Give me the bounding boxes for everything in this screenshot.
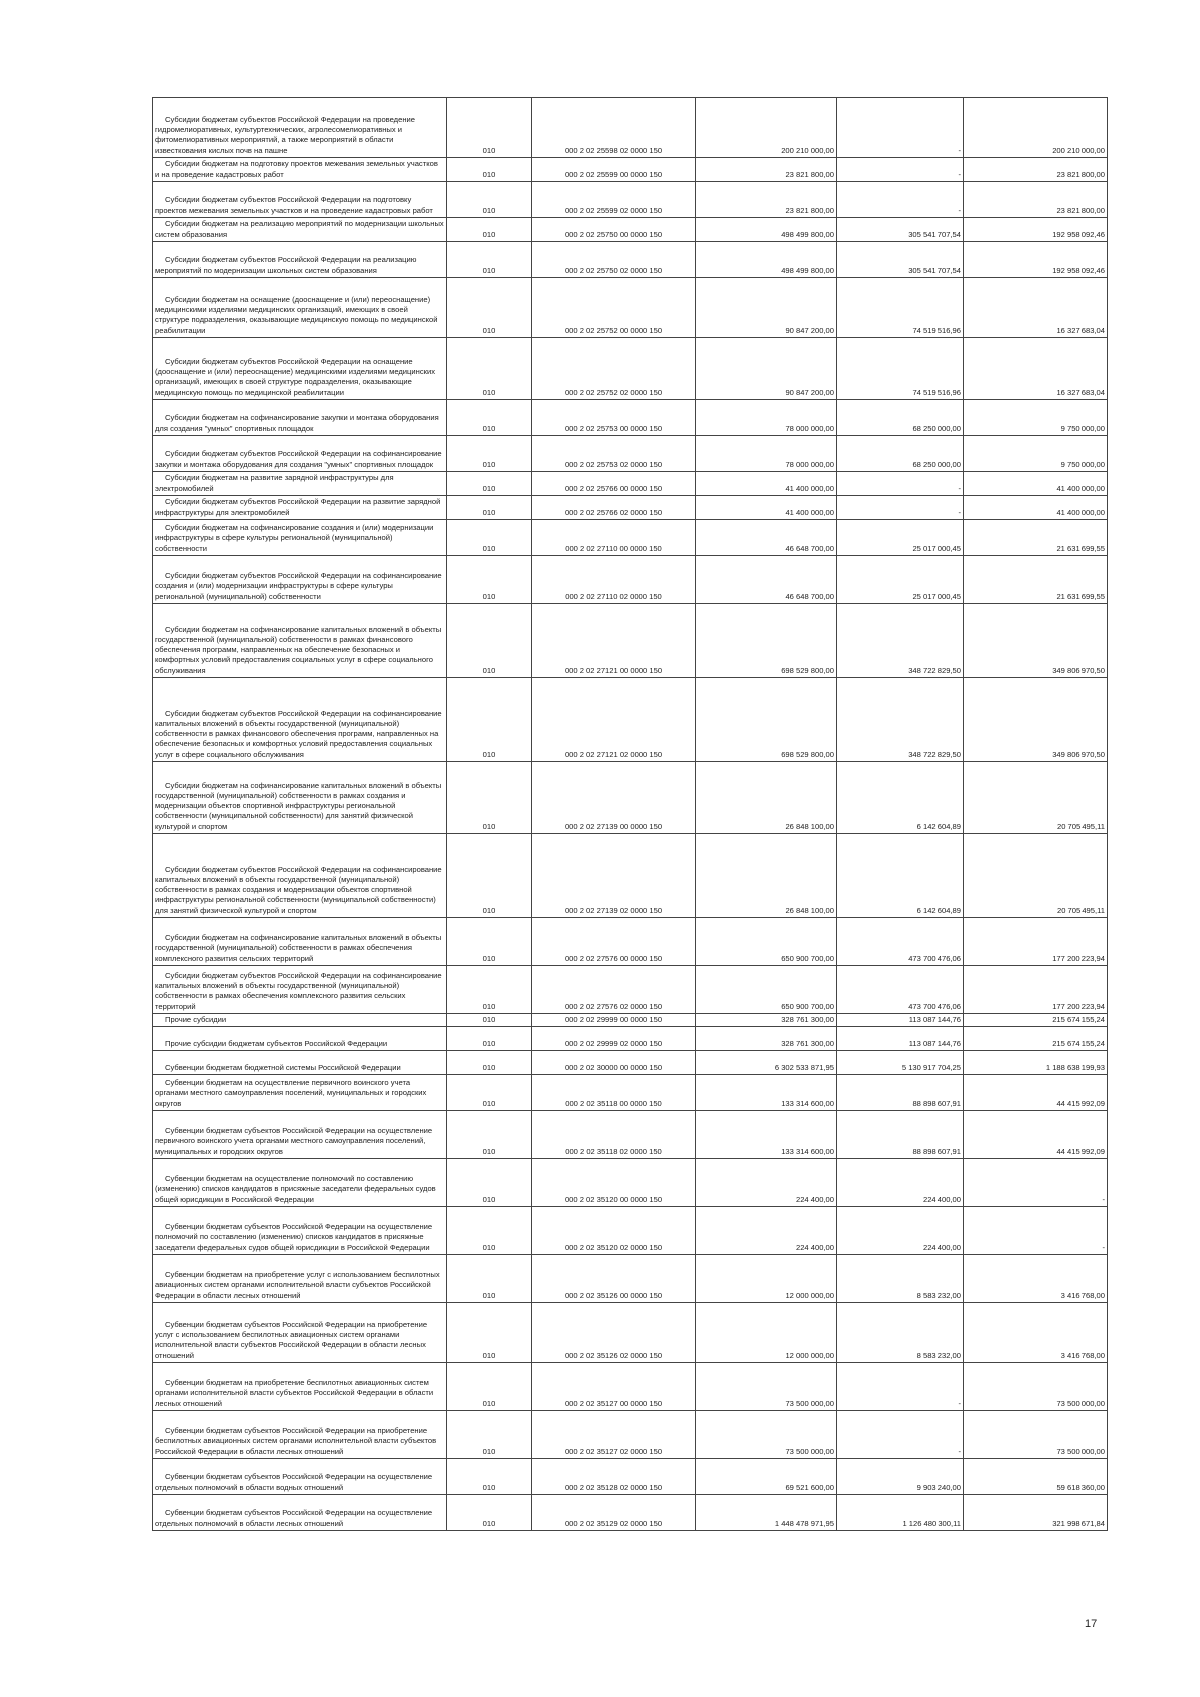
table-row — [153, 1075, 1108, 1111]
row-name — [153, 1014, 447, 1027]
row-executed-amount: 9 903 240,00 — [837, 1459, 964, 1495]
row-kbk-code: 000 2 02 27121 02 0000 150 — [532, 678, 696, 762]
row-name-text: Субсидии бюджетам на софинансирование капитальных вложений в объекты государственной (муниципальной) собственности в рамках обеспечения комплексного развития сельских территорий — [155, 933, 442, 963]
row-approved-amount: 26 848 100,00 — [696, 834, 837, 918]
row-approved-amount: 12 000 000,00 — [696, 1303, 837, 1363]
row-approved-amount: 23 821 800,00 — [696, 158, 837, 182]
row-code: 010 — [447, 472, 532, 496]
row-executed-amount: - — [837, 1411, 964, 1459]
row-name — [153, 278, 447, 338]
table-row — [153, 1303, 1108, 1363]
row-name-text: Субсидии бюджетам на подготовку проектов межевания земельных участков и на проведение кадастровых работ — [155, 159, 438, 179]
row-remaining-amount: 192 958 092,46 — [964, 242, 1108, 278]
row-kbk-code: 000 2 02 27576 02 0000 150 — [532, 966, 696, 1014]
row-name — [153, 218, 447, 242]
row-name — [153, 472, 447, 496]
row-code: 010 — [447, 400, 532, 436]
row-approved-amount: 41 400 000,00 — [696, 472, 837, 496]
row-name — [153, 762, 447, 834]
row-name-text: Субсидии бюджетам на софинансирование создания и (или) модернизации инфраструктуры в сфере культуры региональной (муниципальной) собственности — [155, 523, 434, 553]
row-name-text: Субсидии бюджетам субъектов Российской Федерации на подготовку проектов межевания земельных участков и на проведение кадастровых работ — [155, 195, 433, 215]
row-code: 010 — [447, 1014, 532, 1027]
row-executed-amount: 473 700 476,06 — [837, 966, 964, 1014]
table-row — [153, 1027, 1108, 1051]
row-name — [153, 678, 447, 762]
row-remaining-amount: 321 998 671,84 — [964, 1495, 1108, 1531]
row-name-text: Субсидии бюджетам на реализацию мероприятий по модернизации школьных систем образования — [155, 219, 444, 239]
row-executed-amount: 113 087 144,76 — [837, 1027, 964, 1051]
row-kbk-code: 000 2 02 27576 00 0000 150 — [532, 918, 696, 966]
table-row — [153, 1051, 1108, 1075]
row-executed-amount: 305 541 707,54 — [837, 218, 964, 242]
row-remaining-amount: 9 750 000,00 — [964, 436, 1108, 472]
row-code: 010 — [447, 556, 532, 604]
budget-execution-table — [152, 97, 1108, 1531]
table-row — [153, 1111, 1108, 1159]
row-code: 010 — [447, 436, 532, 472]
row-code: 010 — [447, 834, 532, 918]
row-name-text: Субсидии бюджетам субъектов Российской Федерации на софинансирование капитальных вложений в объекты государственной (муниципальной) собственности в рамках создания и модернизации объектов спортивной инфраструктуры региональной собственности (муниципальной собственности) для занятий физической культурой и спортом — [155, 864, 442, 915]
row-kbk-code: 000 2 02 25599 00 0000 150 — [532, 158, 696, 182]
table-row — [153, 98, 1108, 158]
row-name-text: Субвенции бюджетам субъектов Российской Федерации на осуществление полномочий по составлению (изменению) списков кандидатов в присяжные заседатели федеральных судов общей юрисдикции в Российской Федерации — [155, 1222, 433, 1252]
row-code: 010 — [447, 520, 532, 556]
row-code: 010 — [447, 182, 532, 218]
row-code: 010 — [447, 1255, 532, 1303]
row-kbk-code: 000 2 02 27110 00 0000 150 — [532, 520, 696, 556]
row-name — [153, 1411, 447, 1459]
row-remaining-amount: 44 415 992,09 — [964, 1075, 1108, 1111]
row-name-text: Субвенции бюджетам субъектов Российской Федерации на осуществление отдельных полномочий в области лесных отношений — [155, 1508, 433, 1528]
row-code: 010 — [447, 918, 532, 966]
table-row — [153, 338, 1108, 400]
row-remaining-amount: 73 500 000,00 — [964, 1411, 1108, 1459]
row-name — [153, 834, 447, 918]
row-executed-amount: 473 700 476,06 — [837, 918, 964, 966]
row-kbk-code: 000 2 02 27139 02 0000 150 — [532, 834, 696, 918]
table-row — [153, 158, 1108, 182]
row-executed-amount: 68 250 000,00 — [837, 436, 964, 472]
table-row — [153, 496, 1108, 520]
table-row — [153, 1014, 1108, 1027]
row-name — [153, 1303, 447, 1363]
row-name-text: Субсидии бюджетам субъектов Российской Федерации на реализацию мероприятий по модернизации школьных систем образования — [155, 255, 417, 275]
row-approved-amount: 650 900 700,00 — [696, 966, 837, 1014]
table-row — [153, 678, 1108, 762]
row-remaining-amount: 200 210 000,00 — [964, 98, 1108, 158]
row-approved-amount: 224 400,00 — [696, 1159, 837, 1207]
row-code: 010 — [447, 1159, 532, 1207]
row-executed-amount: - — [837, 472, 964, 496]
table-row — [153, 1255, 1108, 1303]
row-approved-amount: 650 900 700,00 — [696, 918, 837, 966]
row-executed-amount: - — [837, 158, 964, 182]
row-name — [153, 556, 447, 604]
row-name — [153, 604, 447, 678]
row-kbk-code: 000 2 02 35129 02 0000 150 — [532, 1495, 696, 1531]
table-row — [153, 1495, 1108, 1531]
row-name — [153, 1207, 447, 1255]
table-row — [153, 520, 1108, 556]
row-kbk-code: 000 2 02 29999 02 0000 150 — [532, 1027, 696, 1051]
row-remaining-amount: 192 958 092,46 — [964, 218, 1108, 242]
row-name — [153, 496, 447, 520]
table-row — [153, 472, 1108, 496]
table-row — [153, 556, 1108, 604]
row-remaining-amount: - — [964, 1159, 1108, 1207]
row-remaining-amount: 349 806 970,50 — [964, 604, 1108, 678]
row-name-text: Субсидии бюджетам субъектов Российской Федерации на оснащение (дооснащение и (или) переоснащение) медицинскими изделиями медицинских организаций, имеющих в своей структуре подразделения, оказывающие медицинскую помощь по медицинской реабилитации — [155, 356, 435, 397]
row-remaining-amount: 20 705 495,11 — [964, 834, 1108, 918]
row-kbk-code: 000 2 02 27121 00 0000 150 — [532, 604, 696, 678]
table-row — [153, 604, 1108, 678]
row-name — [153, 400, 447, 436]
row-approved-amount: 1 448 478 971,95 — [696, 1495, 837, 1531]
row-approved-amount: 498 499 800,00 — [696, 218, 837, 242]
table-row — [153, 1207, 1108, 1255]
row-code: 010 — [447, 98, 532, 158]
row-code: 010 — [447, 278, 532, 338]
row-name-text: Субвенции бюджетам субъектов Российской Федерации на приобретение услуг с использованием беспилотных авиационных систем органами исполнительной власти субъектов Российской Федерации в области лесных отношений — [155, 1319, 428, 1360]
row-executed-amount: 5 130 917 704,25 — [837, 1051, 964, 1075]
table-row — [153, 1411, 1108, 1459]
row-name-text: Субсидии бюджетам на развитие зарядной инфраструктуры для электромобилей — [155, 473, 394, 493]
row-name-text: Субвенции бюджетам на осуществление полномочий по составлению (изменению) списков кандидатов в присяжные заседатели федеральных судов общей юрисдикции в Российской Федерации — [155, 1174, 436, 1204]
row-approved-amount: 328 761 300,00 — [696, 1027, 837, 1051]
row-name — [153, 1363, 447, 1411]
row-name-text: Субвенции бюджетам субъектов Российской Федерации на осуществление отдельных полномочий в области водных отношений — [155, 1472, 433, 1492]
row-kbk-code: 000 2 02 35127 00 0000 150 — [532, 1363, 696, 1411]
row-name — [153, 1051, 447, 1075]
row-executed-amount: 88 898 607,91 — [837, 1075, 964, 1111]
row-executed-amount: 74 519 516,96 — [837, 278, 964, 338]
row-name — [153, 1027, 447, 1051]
row-code: 010 — [447, 1303, 532, 1363]
row-remaining-amount: 59 618 360,00 — [964, 1459, 1108, 1495]
row-executed-amount: 348 722 829,50 — [837, 678, 964, 762]
row-name — [153, 966, 447, 1014]
row-remaining-amount: 16 327 683,04 — [964, 338, 1108, 400]
row-kbk-code: 000 2 02 35120 02 0000 150 — [532, 1207, 696, 1255]
row-name-text: Субсидии бюджетам субъектов Российской Федерации на софинансирование закупки и монтажа оборудования для создания "умных" спортивных площадок — [155, 449, 442, 469]
row-name-text: Субсидии бюджетам субъектов Российской Федерации на развитие зарядной инфраструктуры для электромобилей — [155, 497, 441, 517]
table-row — [153, 1159, 1108, 1207]
row-code: 010 — [447, 678, 532, 762]
table-body — [153, 98, 1108, 1531]
row-kbk-code: 000 2 02 27139 00 0000 150 — [532, 762, 696, 834]
row-name — [153, 1075, 447, 1111]
row-remaining-amount: 41 400 000,00 — [964, 472, 1108, 496]
row-code: 010 — [447, 242, 532, 278]
row-name — [153, 1255, 447, 1303]
row-remaining-amount: 1 188 638 199,93 — [964, 1051, 1108, 1075]
row-code: 010 — [447, 1459, 532, 1495]
report-table-container — [152, 97, 1107, 1531]
row-executed-amount: 25 017 000,45 — [837, 556, 964, 604]
row-kbk-code: 000 2 02 25750 02 0000 150 — [532, 242, 696, 278]
table-row — [153, 182, 1108, 218]
row-kbk-code: 000 2 02 25752 00 0000 150 — [532, 278, 696, 338]
row-name-text: Прочие субсидии бюджетам субъектов Российской Федерации — [165, 1038, 388, 1048]
row-name-text: Субсидии бюджетам субъектов Российской Федерации на софинансирование создания и (или) модернизации инфраструктуры в сфере культуры региональной (муниципальной) собственности — [155, 571, 442, 601]
row-approved-amount: 498 499 800,00 — [696, 242, 837, 278]
table-row — [153, 762, 1108, 834]
row-remaining-amount: 215 674 155,24 — [964, 1027, 1108, 1051]
row-approved-amount: 328 761 300,00 — [696, 1014, 837, 1027]
row-approved-amount: 224 400,00 — [696, 1207, 837, 1255]
row-code: 010 — [447, 338, 532, 400]
row-approved-amount: 26 848 100,00 — [696, 762, 837, 834]
row-kbk-code: 000 2 02 35127 02 0000 150 — [532, 1411, 696, 1459]
row-executed-amount: 6 142 604,89 — [837, 762, 964, 834]
row-code: 010 — [447, 966, 532, 1014]
row-executed-amount: 113 087 144,76 — [837, 1014, 964, 1027]
row-remaining-amount: 3 416 768,00 — [964, 1303, 1108, 1363]
row-remaining-amount: 23 821 800,00 — [964, 158, 1108, 182]
row-executed-amount: 8 583 232,00 — [837, 1303, 964, 1363]
row-name-text: Субсидии бюджетам субъектов Российской Федерации на софинансирование капитальных вложений в объекты государственной (муниципальной) собственности в рамках обеспечения комплексного развития сельских территорий — [155, 970, 442, 1011]
row-code: 010 — [447, 604, 532, 678]
row-name — [153, 158, 447, 182]
row-executed-amount: - — [837, 182, 964, 218]
row-executed-amount: - — [837, 1363, 964, 1411]
row-name — [153, 1159, 447, 1207]
row-remaining-amount: 21 631 699,55 — [964, 520, 1108, 556]
row-remaining-amount: - — [964, 1207, 1108, 1255]
row-approved-amount: 6 302 533 871,95 — [696, 1051, 837, 1075]
row-remaining-amount: 73 500 000,00 — [964, 1363, 1108, 1411]
row-executed-amount: 348 722 829,50 — [837, 604, 964, 678]
row-remaining-amount: 23 821 800,00 — [964, 182, 1108, 218]
row-name-text: Прочие субсидии — [165, 1014, 227, 1024]
row-code: 010 — [447, 1495, 532, 1531]
row-approved-amount: 133 314 600,00 — [696, 1075, 837, 1111]
row-executed-amount: 305 541 707,54 — [837, 242, 964, 278]
table-row — [153, 918, 1108, 966]
row-remaining-amount: 3 416 768,00 — [964, 1255, 1108, 1303]
row-name — [153, 436, 447, 472]
row-executed-amount: 224 400,00 — [837, 1207, 964, 1255]
row-name-text: Субсидии бюджетам субъектов Российской Федерации на проведение гидромелиоративных, культуртехнических, агролесомелиоративных и фитомелиоративных мероприятий, а также мероприятий в области известкования кислых почв на пашне — [155, 114, 415, 155]
row-kbk-code: 000 2 02 25766 00 0000 150 — [532, 472, 696, 496]
row-name — [153, 918, 447, 966]
row-name — [153, 1459, 447, 1495]
row-remaining-amount: 177 200 223,94 — [964, 966, 1108, 1014]
row-remaining-amount: 44 415 992,09 — [964, 1111, 1108, 1159]
row-kbk-code: 000 2 02 25752 02 0000 150 — [532, 338, 696, 400]
row-executed-amount: 68 250 000,00 — [837, 400, 964, 436]
row-approved-amount: 46 648 700,00 — [696, 556, 837, 604]
table-row — [153, 834, 1108, 918]
row-code: 010 — [447, 1111, 532, 1159]
table-row — [153, 966, 1108, 1014]
row-kbk-code: 000 2 02 25598 02 0000 150 — [532, 98, 696, 158]
row-code: 010 — [447, 1207, 532, 1255]
row-name — [153, 338, 447, 400]
row-executed-amount: 8 583 232,00 — [837, 1255, 964, 1303]
row-remaining-amount: 21 631 699,55 — [964, 556, 1108, 604]
row-approved-amount: 133 314 600,00 — [696, 1111, 837, 1159]
row-kbk-code: 000 2 02 25599 02 0000 150 — [532, 182, 696, 218]
row-approved-amount: 698 529 800,00 — [696, 604, 837, 678]
row-name-text: Субвенции бюджетам субъектов Российской Федерации на приобретение беспилотных авиационных систем органами исполнительной власти субъектов Российской Федерации в области лесных отношений — [155, 1426, 437, 1456]
row-kbk-code: 000 2 02 29999 00 0000 150 — [532, 1014, 696, 1027]
row-code: 010 — [447, 1027, 532, 1051]
row-name — [153, 1111, 447, 1159]
row-executed-amount: - — [837, 98, 964, 158]
row-executed-amount: 88 898 607,91 — [837, 1111, 964, 1159]
row-code: 010 — [447, 218, 532, 242]
row-name-text: Субсидии бюджетам на софинансирование капитальных вложений в объекты государственной (муниципальной) собственности в рамках создания и модернизации объектов спортивной инфраструктуры региональной собственности (муниципальной собственности) для занятий физической культурой и спортом — [155, 780, 442, 831]
row-approved-amount: 78 000 000,00 — [696, 436, 837, 472]
row-approved-amount: 78 000 000,00 — [696, 400, 837, 436]
row-approved-amount: 90 847 200,00 — [696, 338, 837, 400]
row-code: 010 — [447, 762, 532, 834]
row-approved-amount: 69 521 600,00 — [696, 1459, 837, 1495]
row-remaining-amount: 16 327 683,04 — [964, 278, 1108, 338]
row-name — [153, 242, 447, 278]
row-name — [153, 98, 447, 158]
row-name — [153, 1495, 447, 1531]
row-kbk-code: 000 2 02 35118 00 0000 150 — [532, 1075, 696, 1111]
row-code: 010 — [447, 1363, 532, 1411]
row-kbk-code: 000 2 02 27110 02 0000 150 — [532, 556, 696, 604]
row-kbk-code: 000 2 02 25766 02 0000 150 — [532, 496, 696, 520]
row-code: 010 — [447, 1411, 532, 1459]
row-kbk-code: 000 2 02 25753 02 0000 150 — [532, 436, 696, 472]
row-name-text: Субсидии бюджетам субъектов Российской Федерации на софинансирование капитальных вложений в объекты государственной (муниципальной) собственности в рамках финансового обеспечения программ, направленных на обеспечение безопасных и комфортных условий предоставления социальных услуг в сфере социального обслуживания — [155, 708, 442, 759]
table-row — [153, 1363, 1108, 1411]
row-approved-amount: 73 500 000,00 — [696, 1411, 837, 1459]
row-kbk-code: 000 2 02 35126 00 0000 150 — [532, 1255, 696, 1303]
row-kbk-code: 000 2 02 35120 00 0000 150 — [532, 1159, 696, 1207]
row-kbk-code: 000 2 02 25750 00 0000 150 — [532, 218, 696, 242]
row-code: 010 — [447, 158, 532, 182]
row-kbk-code: 000 2 02 35118 02 0000 150 — [532, 1111, 696, 1159]
row-remaining-amount: 177 200 223,94 — [964, 918, 1108, 966]
row-name-text: Субсидии бюджетам на софинансирование закупки и монтажа оборудования для создания "умных" спортивных площадок — [155, 413, 439, 433]
row-name-text: Субвенции бюджетам на приобретение беспилотных авиационных систем органами исполнительной власти субъектов Российской Федерации в области лесных отношений — [155, 1378, 434, 1408]
row-kbk-code: 000 2 02 35126 02 0000 150 — [532, 1303, 696, 1363]
row-executed-amount: 74 519 516,96 — [837, 338, 964, 400]
table-row — [153, 400, 1108, 436]
row-remaining-amount: 215 674 155,24 — [964, 1014, 1108, 1027]
row-code: 010 — [447, 496, 532, 520]
row-kbk-code: 000 2 02 25753 00 0000 150 — [532, 400, 696, 436]
row-executed-amount: 1 126 480 300,11 — [837, 1495, 964, 1531]
row-name-text: Субвенции бюджетам на осуществление первичного воинского учета органами местного самоуправления поселений, муниципальных и городских округов — [155, 1078, 427, 1108]
row-approved-amount: 698 529 800,00 — [696, 678, 837, 762]
row-remaining-amount: 20 705 495,11 — [964, 762, 1108, 834]
row-remaining-amount: 349 806 970,50 — [964, 678, 1108, 762]
row-kbk-code: 000 2 02 35128 02 0000 150 — [532, 1459, 696, 1495]
table-row — [153, 436, 1108, 472]
row-name — [153, 182, 447, 218]
row-code: 010 — [447, 1075, 532, 1111]
row-code: 010 — [447, 1051, 532, 1075]
row-executed-amount: 25 017 000,45 — [837, 520, 964, 556]
row-executed-amount: 224 400,00 — [837, 1159, 964, 1207]
table-row — [153, 242, 1108, 278]
row-approved-amount: 200 210 000,00 — [696, 98, 837, 158]
table-row — [153, 1459, 1108, 1495]
row-approved-amount: 12 000 000,00 — [696, 1255, 837, 1303]
row-remaining-amount: 41 400 000,00 — [964, 496, 1108, 520]
row-approved-amount: 90 847 200,00 — [696, 278, 837, 338]
row-approved-amount: 73 500 000,00 — [696, 1363, 837, 1411]
row-kbk-code: 000 2 02 30000 00 0000 150 — [532, 1051, 696, 1075]
row-name-text: Субсидии бюджетам на оснащение (дооснащение и (или) переоснащение) медицинскими изделиями медицинских организаций, имеющих в своей структуре подразделения, оказывающие медицинскую помощь по медицинской реабилитации — [155, 294, 438, 335]
row-executed-amount: 6 142 604,89 — [837, 834, 964, 918]
page-number: 17 — [1085, 1618, 1098, 1630]
row-name-text: Субсидии бюджетам на софинансирование капитальных вложений в объекты государственной (муниципальной) собственности в рамках финансового обеспечения программ, направленных на обеспечение безопасных и комфортных условий предоставления социальных услуг в сфере социального обслуживания — [155, 624, 442, 675]
table-row — [153, 218, 1108, 242]
row-name — [153, 520, 447, 556]
row-remaining-amount: 9 750 000,00 — [964, 400, 1108, 436]
table-row — [153, 278, 1108, 338]
row-approved-amount: 46 648 700,00 — [696, 520, 837, 556]
row-name-text: Субвенции бюджетам на приобретение услуг с использованием беспилотных авиационных систем органами исполнительной власти субъектов Российской Федерации в области лесных отношений — [155, 1270, 440, 1300]
row-approved-amount: 23 821 800,00 — [696, 182, 837, 218]
row-approved-amount: 41 400 000,00 — [696, 496, 837, 520]
row-name-text: Субвенции бюджетам бюджетной системы Российской Федерации — [165, 1062, 401, 1072]
row-name-text: Субвенции бюджетам субъектов Российской Федерации на осуществление первичного воинского учета органами местного самоуправления поселений, муниципальных и городских округов — [155, 1126, 433, 1156]
row-executed-amount: - — [837, 496, 964, 520]
